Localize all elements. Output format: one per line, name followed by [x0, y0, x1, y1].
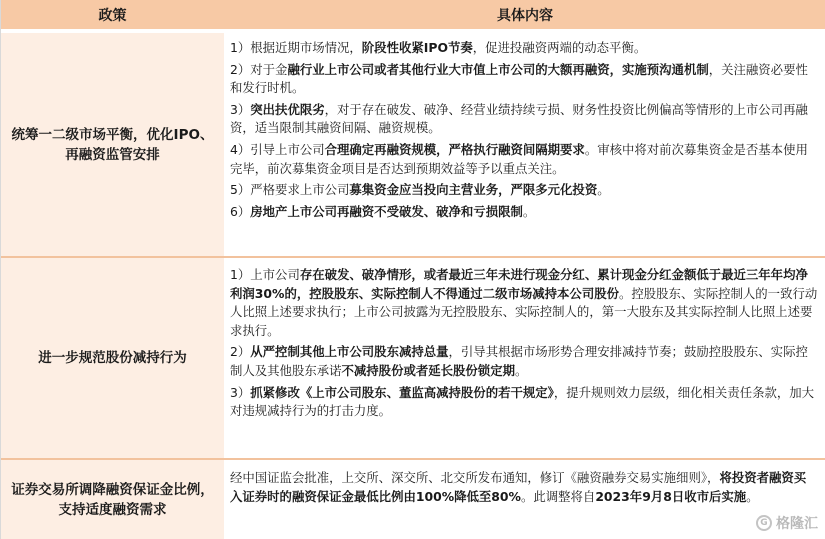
watermark-text: 格隆汇: [776, 516, 818, 532]
content-item: [230, 101, 818, 138]
content-item: [230, 203, 818, 222]
body-text: 。审核中将对前次募集资金是否基本使用完毕，前次募集资金项目是否达到预期效益等予以重点关注。: [230, 141, 808, 176]
body-text: 2）对于金: [230, 61, 288, 77]
body-text: 1）上市公司: [230, 267, 300, 282]
emphasis-text: 阶段性收紧IPO节奏: [361, 40, 473, 55]
content-item: [230, 141, 818, 178]
emphasis-text: 合理确定再融资规模，严格执行融资间隔期要求: [324, 141, 585, 157]
body-text: 3）: [230, 384, 251, 400]
body-text: ，对于存在破发、破净、经营业绩持续亏损、财务性投资比例偏高等情形的上市公司再融资，适当限制其融资间隔、融资规模。: [230, 101, 808, 136]
gelonghui-logo-icon: G: [756, 515, 772, 531]
body-text: 。: [514, 362, 528, 378]
header-policy: 政策: [1, 0, 224, 29]
table-row: [1, 258, 825, 458]
emphasis-text: 融行业上市公司或者其他行业大市值上市公司的大额再融资，实施预沟通机制: [287, 61, 709, 77]
emphasis-text: 房地产上市公司再融资不受破发、破净和亏损限制: [250, 203, 523, 219]
body-text: ，关注融资必要性和发行时机。: [230, 61, 808, 96]
table-row: [1, 460, 825, 539]
table-row: [1, 33, 825, 256]
content-item: [230, 266, 818, 340]
content-item: [230, 39, 818, 58]
body-text: 4）引导上市公司: [230, 141, 325, 157]
policy-cell: 统筹一二级市场平衡，优化IPO、再融资监管安排: [1, 33, 224, 256]
header-content: 具体内容: [224, 0, 825, 29]
body-text: 2）: [230, 344, 251, 360]
body-text: 1）根据近期市场情况，: [230, 40, 362, 55]
body-text: 。: [522, 203, 536, 219]
body-text: 6）: [230, 203, 251, 219]
content-cell: [224, 33, 825, 256]
content-cell: [224, 460, 825, 539]
body-text: ，促进投融资两端的动态平衡。: [472, 40, 647, 55]
content-item: [230, 343, 818, 380]
table-header: [1, 0, 825, 31]
emphasis-text: 将投资者融资买入证券时的融资保证金最低比例由100%降低至80%: [230, 470, 807, 504]
emphasis-text: 突出扶优限劣: [250, 101, 325, 117]
watermark: [756, 513, 818, 533]
emphasis-text: 从严控制其他上市公司股东减持总量: [250, 344, 449, 360]
body-text: 5）严格要求上市公司: [230, 182, 350, 198]
emphasis-text: 抓紧修改《上市公司股东、董监高减持股份的若干规定》: [250, 384, 554, 400]
content-item: [230, 61, 818, 98]
body-text: ，提升规则效力层级，细化相关责任条款，加大对违规减持行为的打击力度。: [230, 384, 815, 419]
body-text: 经中国证监会批准，上交所、深交所、北交所发布通知，修订《融资融券交易实施细则》，: [230, 470, 720, 485]
content-cell: [224, 258, 825, 458]
body-text: 。此调整将自: [520, 488, 596, 504]
content-item: [230, 181, 818, 200]
content-item: [230, 469, 818, 506]
emphasis-text: 2023年9月8日收市后实施: [595, 488, 747, 504]
emphasis-text: 不减持股份或者延长股份锁定期: [341, 362, 515, 378]
body-text: 。: [746, 488, 759, 504]
content-item: [230, 384, 818, 421]
body-text: 。控股股东、实际控制人的一致行动人比照上述要求执行；上市公司披露为无控股股东、实际控制人的，第一大股东及其实际控制人比照上述要求执行。: [230, 285, 818, 338]
emphasis-text: 存在破发、破净情形，或者最近三年未进行现金分红、累计现金分红金额低于最近三年年均净利润30%的，控股股东、实际控制人不得通过二级市场减持本公司股份: [230, 267, 808, 301]
body-text: ，引导其根据市场形势合理安排减持节奏；鼓励控股股东、实际控制人及其他股东承诺: [230, 344, 808, 378]
policy-cell: 证券交易所调降融资保证金比例，支持适度融资需求: [1, 460, 224, 539]
body-text: 。: [597, 182, 610, 198]
emphasis-text: 募集资金应当投向主营业务，严限多元化投资: [349, 182, 598, 198]
body-text: 3）: [230, 101, 251, 117]
policy-cell: 进一步规范股份减持行为: [1, 258, 224, 458]
